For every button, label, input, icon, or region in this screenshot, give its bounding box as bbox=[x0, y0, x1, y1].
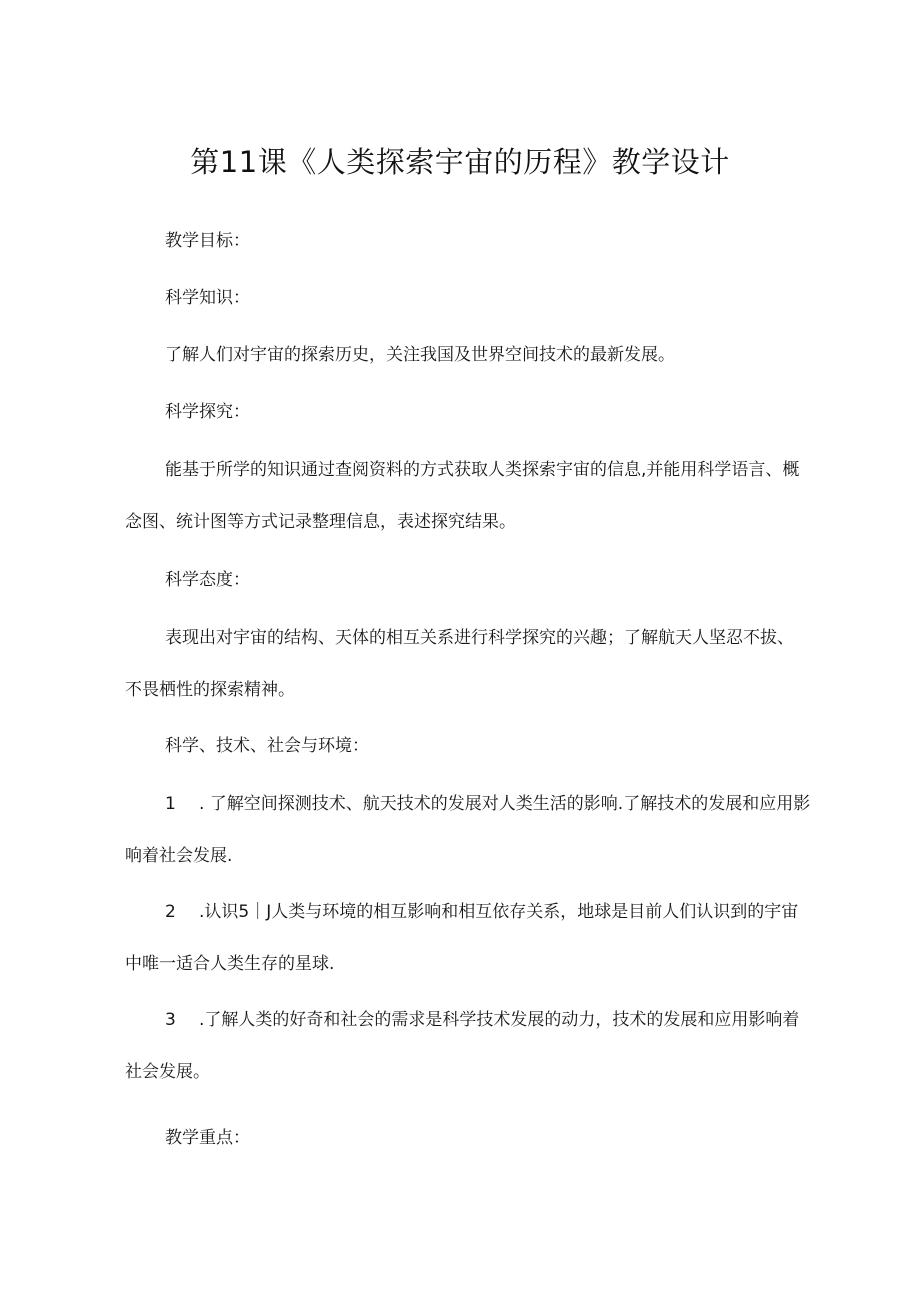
paragraph-science-inquiry-line2: 念图、统计图等方式记录整理信息，表述探究结果。 bbox=[125, 512, 516, 532]
list-item-3-line2: 社会发展。 bbox=[125, 1062, 210, 1082]
list-item-2-line2: 中唯一适合人类生存的星球. bbox=[125, 954, 335, 974]
heading-science-attitude: 科学态度： bbox=[165, 570, 250, 590]
list-item-3-text: .了解人类的好奇和社会的需求是科学技术发展的动力，技术的发展和应用影响着 bbox=[199, 1010, 800, 1030]
list-item-2-number: 2 bbox=[165, 902, 176, 922]
list-item-3-line1 bbox=[165, 1008, 799, 1032]
paragraph-science-inquiry-line1: 能基于所学的知识通过查阅资料的方式获取人类探索宇宙的信息,并能用科学语言、概 bbox=[165, 460, 800, 480]
list-item-1-text: . 了解空间探测技术、航天技术的发展对人类生活的影响.了解技术的发展和应用影 bbox=[199, 794, 811, 814]
paragraph-science-knowledge: 了解人们对宇宙的探索历史，关注我国及世界空间技术的最新发展。 bbox=[165, 345, 675, 365]
list-item-2-text: .认识5｜J人类与环境的相互影响和相互依存关系，地球是目前人们认识到的宇宙 bbox=[199, 902, 799, 922]
list-item-1-line2: 响着社会发展. bbox=[125, 846, 233, 866]
list-item-1-number: 1 bbox=[165, 794, 176, 814]
list-item-2-line1 bbox=[165, 900, 798, 924]
heading-sts: 科学、技术、社会与环境： bbox=[165, 736, 369, 756]
paragraph-science-attitude-line1: 表现出对宇宙的结构、天体的相互关系进行科学探究的兴趣；了解航天人坚忍不拔、 bbox=[165, 628, 794, 648]
document-title: 第11课《人类探索宇宙的历程》教学设计 bbox=[190, 145, 730, 179]
heading-science-knowledge: 科学知识： bbox=[165, 288, 250, 308]
list-item-3-number: 3 bbox=[165, 1010, 176, 1030]
heading-teaching-objectives: 教学目标： bbox=[165, 231, 250, 251]
paragraph-science-attitude-line2: 不畏栖性的探索精神。 bbox=[125, 680, 295, 700]
heading-science-inquiry: 科学探究： bbox=[165, 402, 250, 422]
list-item-1-line1 bbox=[165, 792, 810, 816]
heading-teaching-keypoints: 教学重点： bbox=[165, 1128, 250, 1148]
